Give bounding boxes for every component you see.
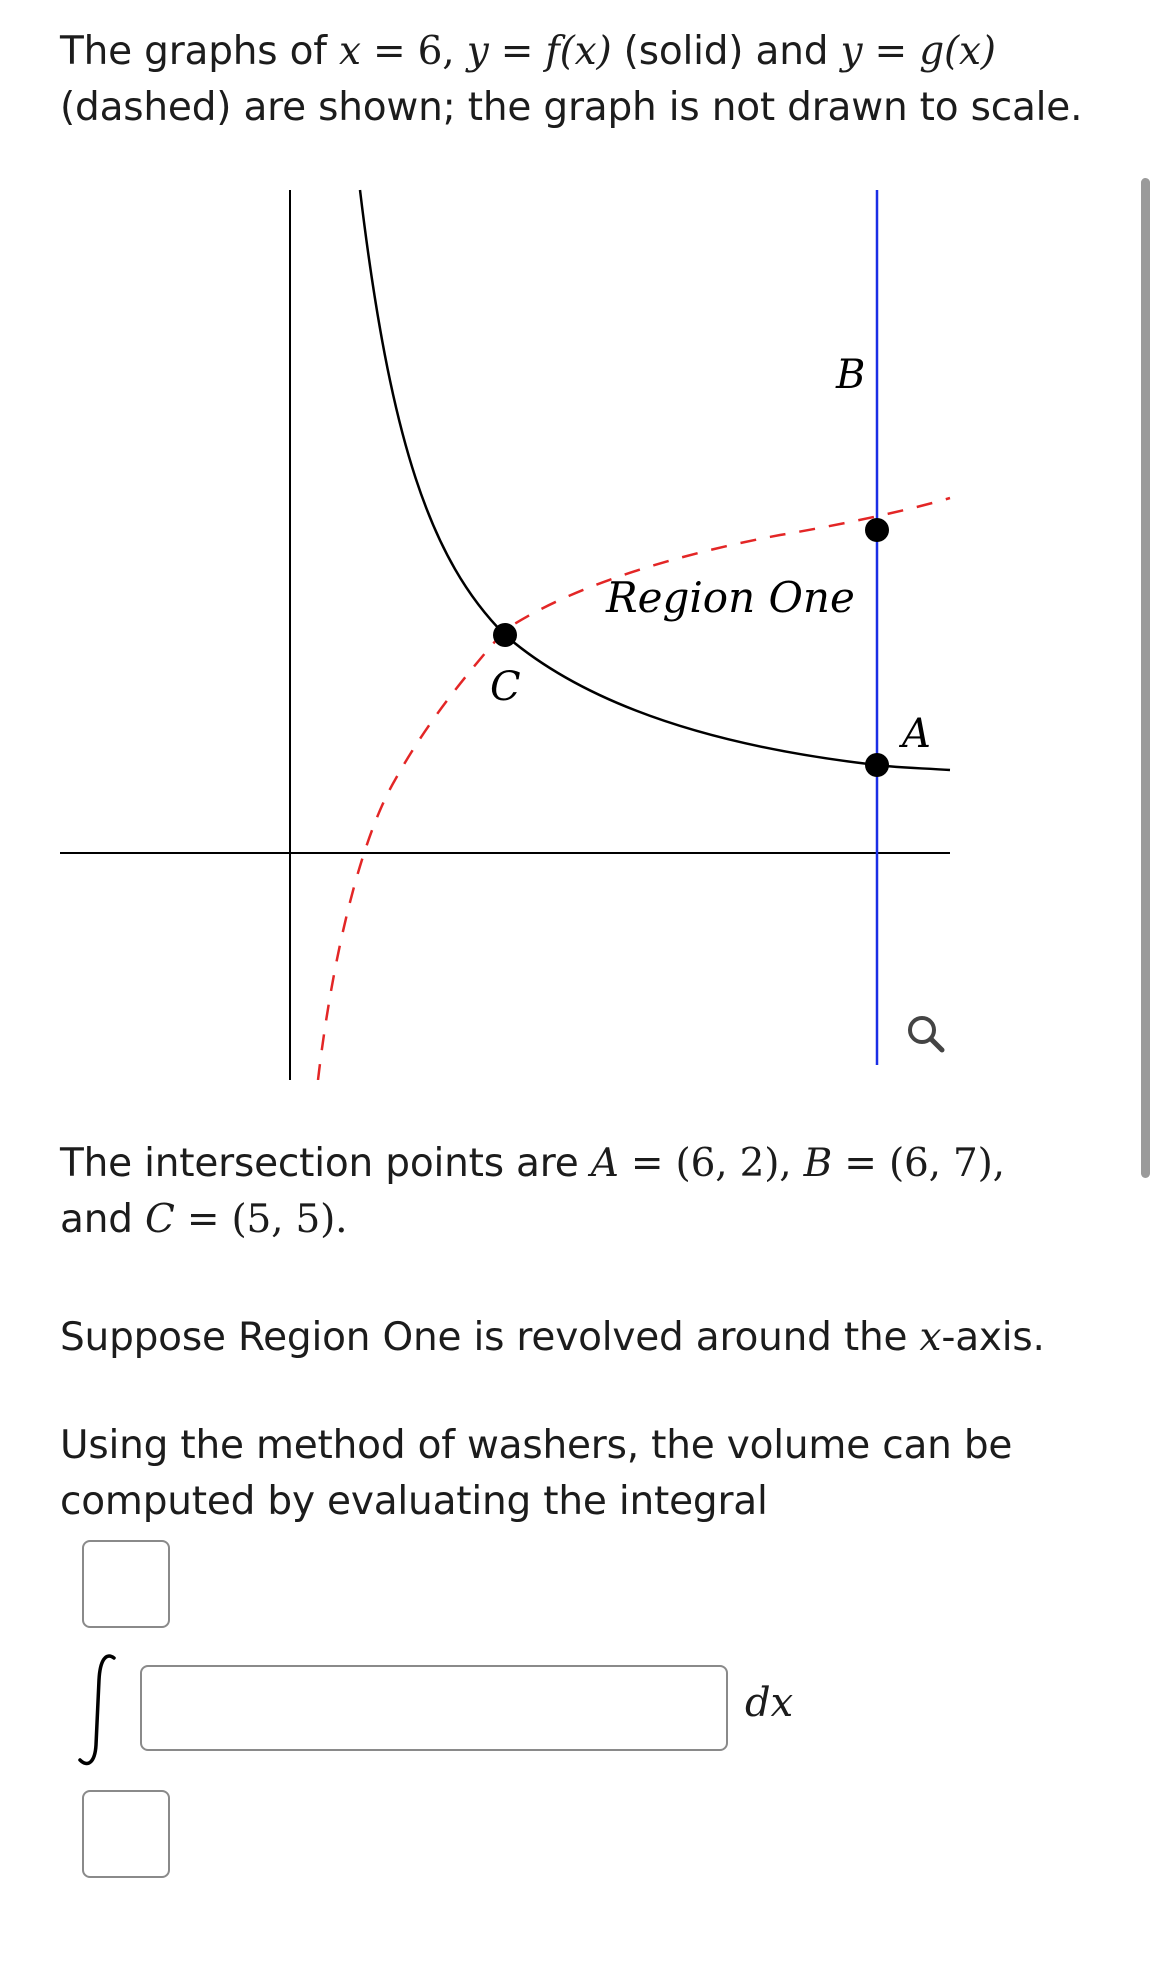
intro-line-1: The graphs of x = 6, y = f(x) (solid) and y = g(x) [60, 29, 996, 74]
region-graph [60, 180, 990, 1080]
label-a: A [902, 711, 931, 757]
dx-label: dx [745, 1680, 794, 1726]
point-c [493, 623, 517, 647]
label-c: C [490, 664, 521, 710]
upper-limit-input[interactable] [82, 1540, 170, 1628]
label-b: B [836, 352, 866, 398]
intersection-text [60, 1136, 1100, 1248]
point-b [865, 518, 889, 542]
intersection-line-1: The intersection points are A = (6, 2), B = (6, 7), [60, 1141, 1005, 1186]
washers-text: Using the method of washers, the volume can be computed by evaluating the integral [60, 1423, 1013, 1524]
scrollbar[interactable] [1141, 178, 1150, 1178]
point-a [865, 753, 889, 777]
graph-svg [60, 180, 990, 1080]
intersection-line-2: and C = (5, 5). [60, 1197, 348, 1242]
problem-intro [60, 24, 1100, 136]
region-one-label: Region One [606, 573, 855, 622]
magnifier-icon[interactable] [910, 1018, 942, 1050]
revolve-text: Suppose Region One is revolved around the x-axis. [60, 1315, 1045, 1360]
lower-limit-input[interactable] [82, 1790, 170, 1878]
integral-sign-icon [74, 1650, 124, 1770]
f-curve [360, 190, 950, 770]
intro-line-2: (dashed) are shown; the graph is not drawn to scale. [60, 85, 1083, 130]
integrand-input[interactable] [140, 1665, 728, 1751]
